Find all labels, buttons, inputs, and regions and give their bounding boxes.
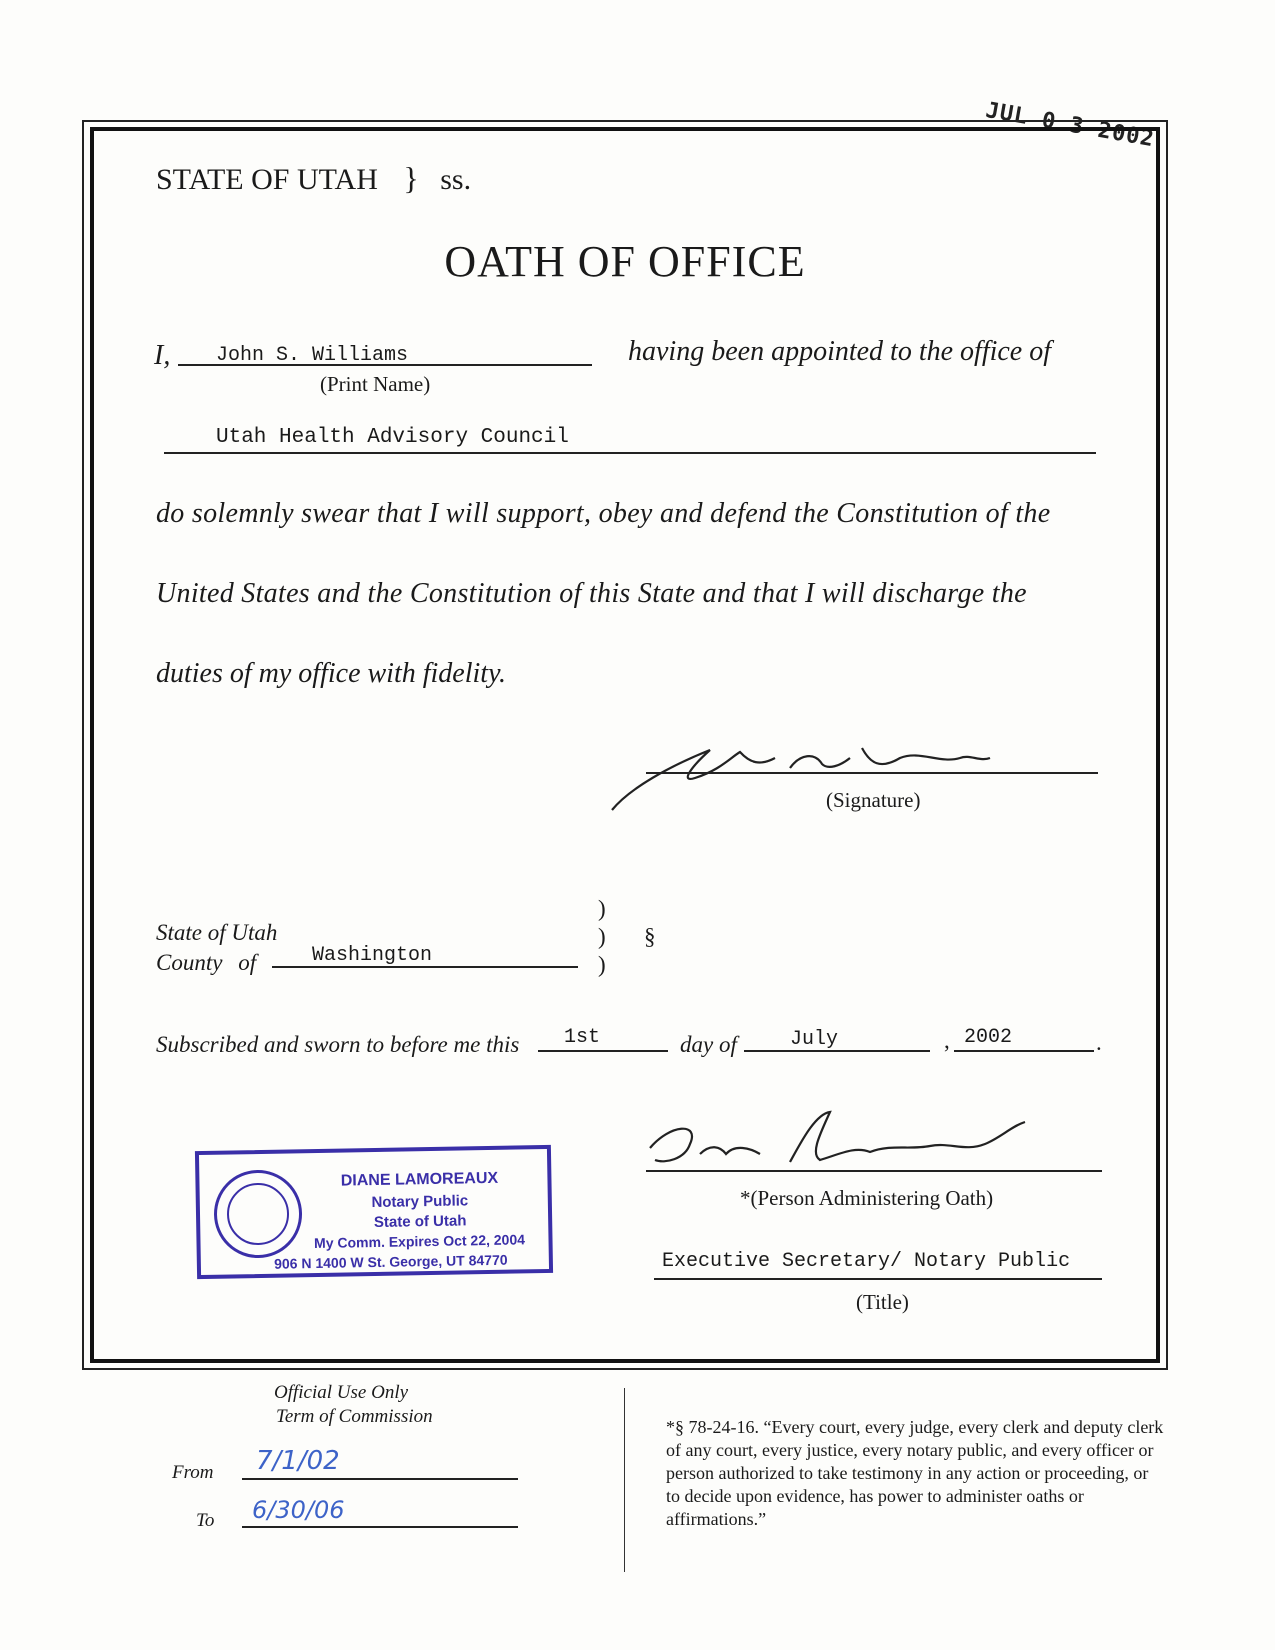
administrator-signature-mark xyxy=(640,1104,1040,1174)
pronoun-i: I, xyxy=(154,340,171,371)
to-label: To xyxy=(196,1510,215,1531)
received-date-stamp: JUL 0 3 2002 xyxy=(983,98,1157,153)
state-seal-emblem xyxy=(213,1169,303,1259)
state-label: STATE OF UTAH xyxy=(156,163,378,196)
subscribed-text: Subscribed and sworn to before me this xyxy=(156,1032,520,1057)
notary-seal xyxy=(195,1145,553,1279)
section-divider xyxy=(624,1388,625,1572)
oath-body-line-1: do solemnly swear that I will support, obey and defend the Constitution of the xyxy=(156,498,1051,529)
title-value: Executive Secretary/ Notary Public xyxy=(662,1250,1071,1273)
brace: } xyxy=(403,160,419,196)
official-use-heading: Official Use Only xyxy=(274,1382,409,1403)
state-seal-inner xyxy=(226,1182,289,1245)
day-field xyxy=(538,1028,668,1052)
name-field xyxy=(178,342,592,366)
state-header xyxy=(156,160,471,197)
day-value: 1st xyxy=(564,1026,601,1049)
document-title: OATH OF OFFICE xyxy=(444,237,806,286)
county-value: Washington xyxy=(312,944,433,967)
section-symbol: § xyxy=(644,924,656,949)
to-value: 6/30/06 xyxy=(252,1496,345,1524)
ss-label: ss. xyxy=(440,163,472,196)
year-value: 2002 xyxy=(964,1026,1013,1049)
county-field xyxy=(272,944,578,968)
month-value: July xyxy=(790,1028,839,1051)
oath-body-line-2: United States and the Constitution of this State and that I will discharge the xyxy=(156,578,1027,609)
name-value: John S. Williams xyxy=(216,344,409,367)
to-field xyxy=(242,1496,518,1528)
statute-text: *§ 78-24-16. “Every court, every judge, every clerk and deputy clerk of any court, every justice, every notary public, and every officer or person authorized to take testimony in any action or proceeding, or to decide upon evidence, has power to administer oaths or affirmations.” xyxy=(666,1417,1164,1529)
day-of-text: day of xyxy=(680,1032,737,1057)
from-value: 7/1/02 xyxy=(256,1446,340,1476)
venue-state-label: State of Utah xyxy=(156,920,278,945)
administrator-caption: *(Person Administering Oath) xyxy=(740,1186,994,1210)
office-value: Utah Health Advisory Council xyxy=(216,426,569,449)
signature-caption: (Signature) xyxy=(826,788,921,812)
seal-role: Notary Public xyxy=(371,1192,469,1212)
appointed-text: having been appointed to the office of xyxy=(628,336,1052,367)
administrator-signature-line xyxy=(646,1170,1102,1172)
signature-line xyxy=(646,772,1098,774)
venue-paren-3: ) xyxy=(598,952,606,977)
venue-paren-1: ) xyxy=(598,896,606,921)
title-caption: (Title) xyxy=(856,1290,909,1314)
from-label: From xyxy=(172,1462,214,1483)
term-of-commission-heading: Term of Commission xyxy=(276,1406,433,1427)
venue-county-label: County of xyxy=(156,950,257,975)
from-field xyxy=(242,1446,518,1480)
seal-address: 906 N 1400 W St. George, UT 84770 xyxy=(274,1251,508,1272)
venue-paren-2: ) xyxy=(598,924,606,949)
year-field xyxy=(954,1028,1094,1052)
seal-notary-name: DIANE LAMOREAUX xyxy=(340,1169,499,1190)
title-field xyxy=(654,1248,1102,1280)
oath-body-line-3: duties of my office with fidelity. xyxy=(156,658,506,689)
seal-commission: My Comm. Expires Oct 22, 2004 xyxy=(313,1231,526,1252)
month-field xyxy=(744,1028,930,1052)
office-field xyxy=(164,424,1096,454)
seal-state: State of Utah xyxy=(373,1212,467,1232)
print-name-caption: (Print Name) xyxy=(320,372,431,396)
year-period: . xyxy=(1096,1030,1102,1055)
year-comma: , xyxy=(944,1028,950,1053)
